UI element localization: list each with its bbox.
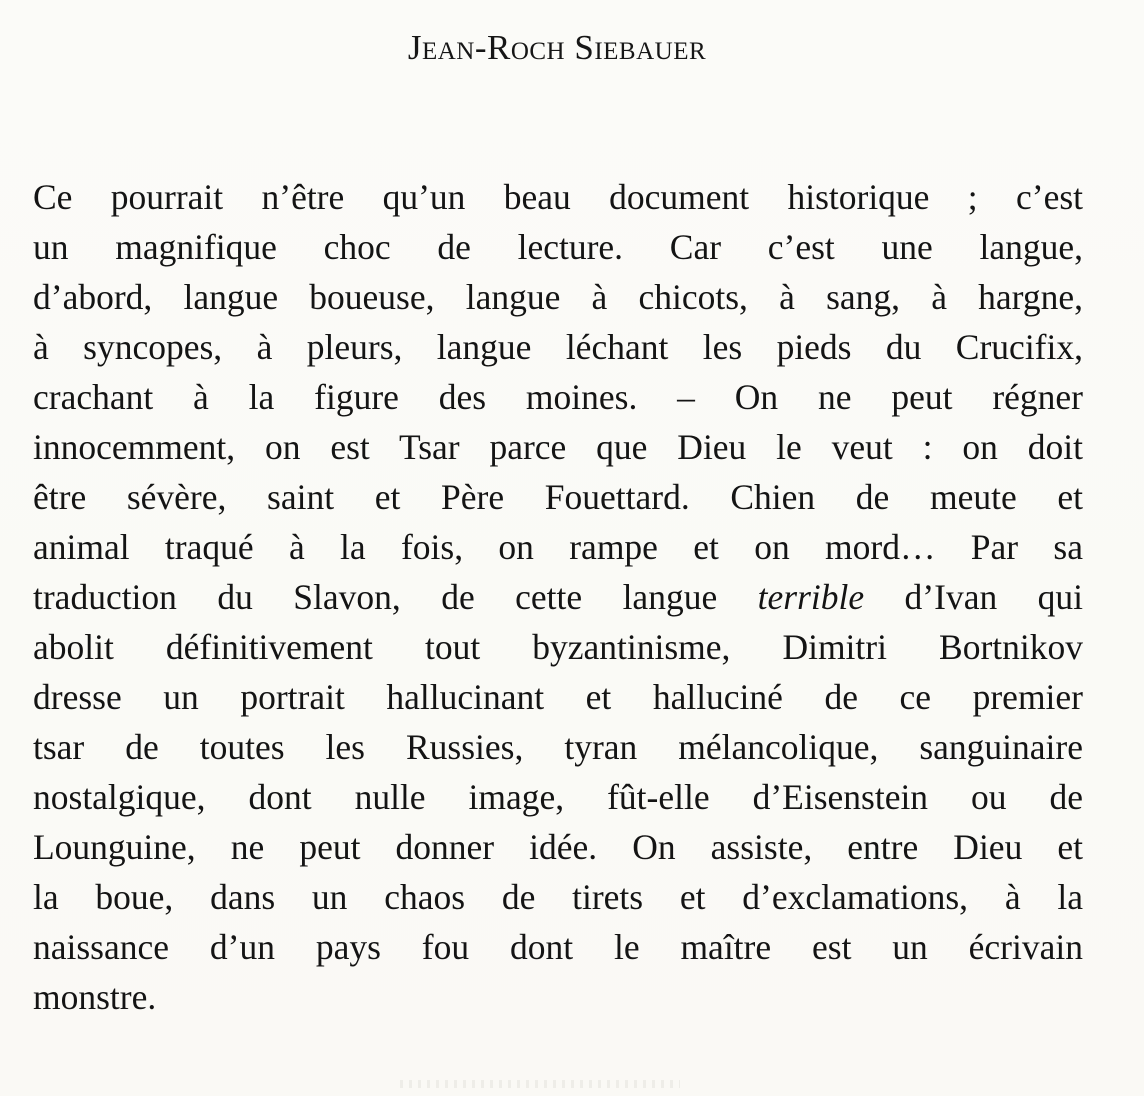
text-line-15: la boue, dans un chaos de tirets et d’exclamations, à la (33, 877, 1083, 917)
author-name: Jean-Roch Siebauer (407, 28, 707, 67)
review-text (33, 172, 1083, 1022)
text-line-2: un magnifique choc de lecture. Car c’est une langue, (33, 227, 1083, 267)
text-line-4: à syncopes, à pleurs, langue léchant les pieds du Crucifix, (33, 327, 1083, 367)
text-line-6: innocemment, on est Tsar parce que Dieu le veut : on doit (33, 427, 1083, 467)
text-line-14: Lounguine, ne peut donner idée. On assiste, entre Dieu et (33, 827, 1083, 867)
text-line-1: Ce pourrait n’être qu’un beau document historique ; c’est (33, 177, 1083, 217)
text-line-12: tsar de toutes les Russies, tyran mélancolique, sanguinaire (33, 727, 1083, 767)
text-line-8: animal traqué à la fois, on rampe et on mord… Par sa (33, 527, 1083, 567)
text-line-16: naissance d’un pays fou dont le maître est un écrivain (33, 927, 1083, 967)
text-line-5: crachant à la figure des moines. – On ne peut régner (33, 377, 1083, 417)
italic-word: terrible (757, 577, 865, 617)
text-line-11: dresse un portrait hallucinant et halluciné de ce premier (33, 677, 1083, 717)
text-line-9-after: d’Ivan qui (864, 577, 1084, 617)
text-line-9 (33, 572, 1083, 622)
text-line-3: d’abord, langue boueuse, langue à chicots, à sang, à hargne, (33, 277, 1083, 317)
text-line-7: être sévère, saint et Père Fouettard. Chien de meute et (33, 477, 1083, 517)
scan-artifact (400, 1080, 680, 1088)
text-line-10: abolit définitivement tout byzantinisme, Dimitri Bortnikov (33, 627, 1083, 667)
text-line-9-before: traduction du Slavon, de cette langue (33, 577, 758, 617)
text-line-13: nostalgique, dont nulle image, fût-elle d’Eisenstein ou de (33, 777, 1083, 817)
text-line-17: monstre. (33, 977, 157, 1017)
